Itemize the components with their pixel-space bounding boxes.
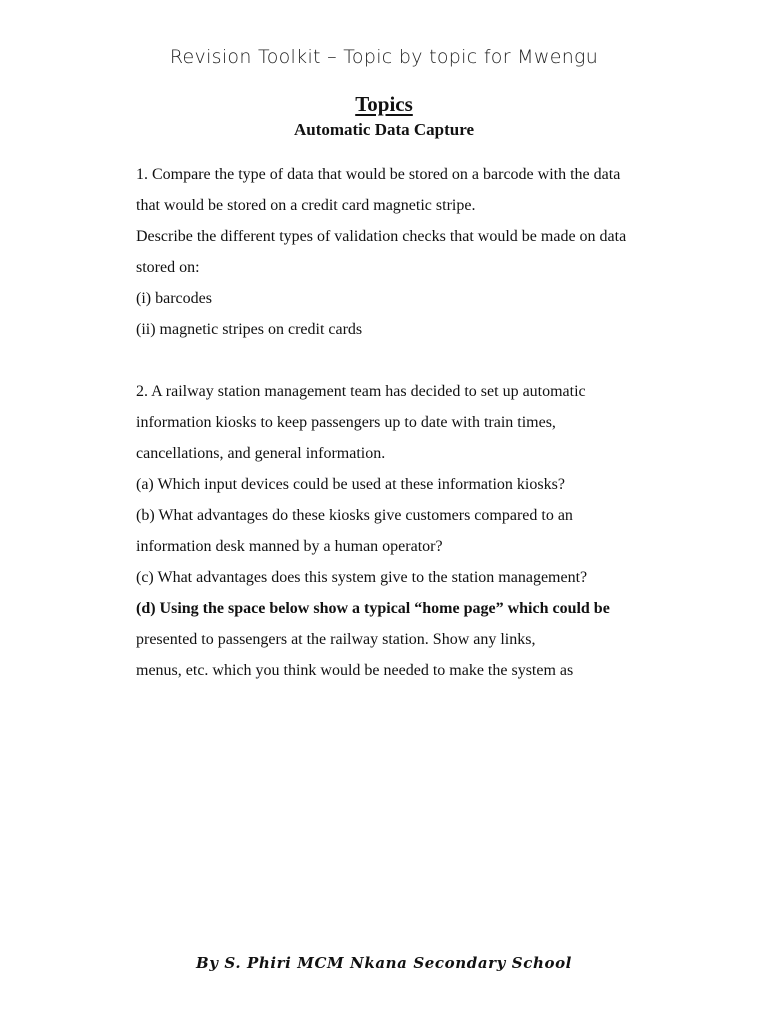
question-2-line: (c) What advantages does this system give to the station management? (136, 569, 588, 586)
question-2-line: information kiosks to keep passengers up to date with train times, (136, 414, 556, 431)
question-1-line: 1. Compare the type of data that would be stored on a barcode with the data (136, 166, 621, 183)
question-2 (136, 376, 716, 686)
question-1-line: (i) barcodes (136, 290, 212, 307)
paragraph-spacer (136, 345, 716, 376)
page-footer: By S. Phiri MCM Nkana Secondary School (196, 954, 572, 972)
question-1-line: Describe the different types of validation checks that would be made on data (136, 228, 627, 245)
question-2-line: presented to passengers at the railway station. Show any links, (136, 631, 536, 648)
question-2-line: menus, etc. which you think would be needed to make the system as (136, 662, 574, 679)
document-body (136, 159, 716, 686)
question-1-line: (ii) magnetic stripes on credit cards (136, 321, 363, 338)
question-2-line-bold: (d) Using the space below show a typical “home page” which could be (136, 600, 610, 617)
question-1-line: stored on: (136, 259, 200, 276)
page-title: Topics (355, 92, 413, 116)
question-2-line: information desk manned by a human operator? (136, 538, 443, 555)
question-2-line: 2. A railway station management team has decided to set up automatic (136, 383, 586, 400)
question-2-line: cancellations, and general information. (136, 445, 386, 462)
question-2-line: (b) What advantages do these kiosks give customers compared to an (136, 507, 573, 524)
question-1-line: that would be stored on a credit card magnetic stripe. (136, 197, 476, 214)
page-subtitle: Automatic Data Capture (293, 120, 475, 139)
page-header: Revision Toolkit – Topic by topic for Mwengu (169, 46, 599, 68)
question-1 (136, 159, 716, 345)
question-2-line: (a) Which input devices could be used at these information kiosks? (136, 476, 565, 493)
